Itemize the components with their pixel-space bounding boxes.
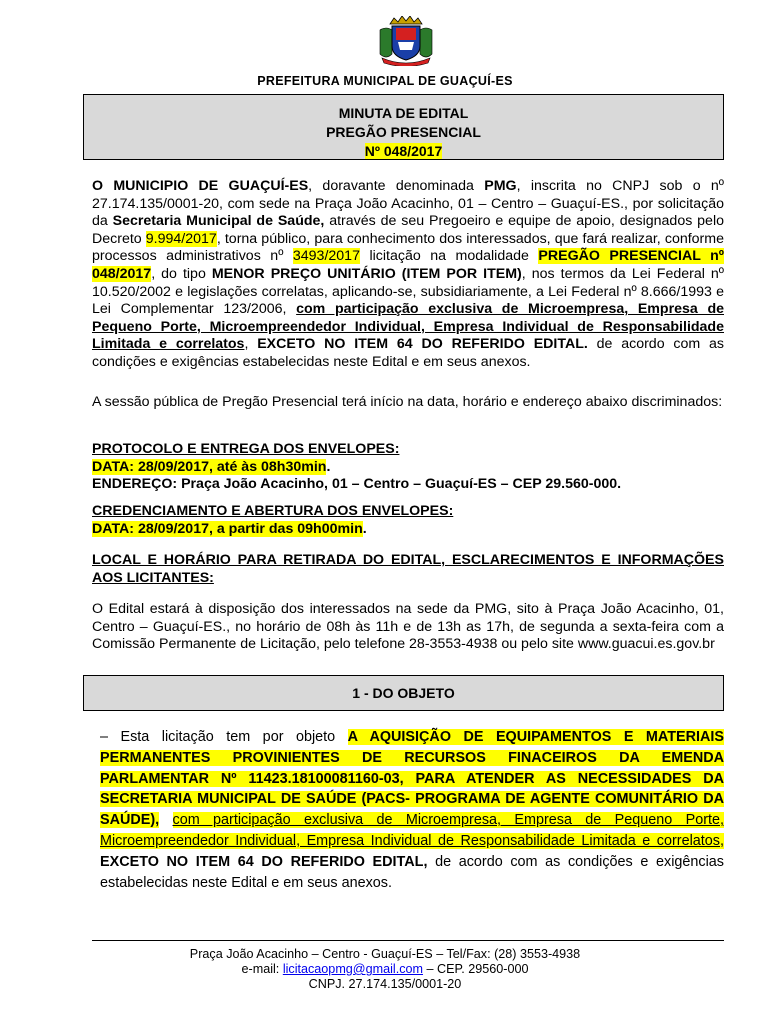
footer-cep: – CEP. 29560-000	[422, 962, 529, 976]
session-paragraph	[92, 394, 724, 412]
credenciamento-block	[92, 503, 724, 538]
local-heading: LOCAL E HORÁRIO PARA RETIRADA DO EDITAL, ESCLARECIMENTOS E INFORMAÇÕES AOS LICITANTES:	[92, 552, 724, 586]
pmg-abbrev: PMG	[484, 178, 517, 194]
section-1-title: 1 - DO OBJETO	[83, 675, 724, 711]
intro-paragraph	[92, 178, 724, 372]
objeto-participacao: com participação exclusiva de Microempresa, Empresa de Pequeno Porte, Microempreendedor Individual, Empresa Individual de Responsabilidade Limitada e correlatos,	[100, 812, 724, 849]
org-name: O MUNICIPIO DE GUAÇUÍ-ES	[92, 178, 309, 194]
decreto-number: 9.994/2017	[145, 230, 217, 247]
page-footer	[0, 947, 770, 992]
intro-text-4: , torna público, para conhecimento dos interessados, que fará realizar, conforme processos administrativos nº	[92, 230, 724, 265]
credenciamento-date: DATA: 28/09/2017, a partir das 09h00min	[92, 520, 363, 537]
credenciamento-heading: CREDENCIAMENTO E ABERTURA DOS ENVELOPES:	[92, 503, 454, 519]
participacao-exclusiva: com participação exclusiva de Microempresa, Empresa de Pequeno Porte, Microempreendedor Individual, Empresa Individual de Responsabilidade Limitada e correlatos	[92, 301, 724, 353]
footer-cnpj: CNPJ. 27.174.135/0001-20	[308, 977, 462, 991]
objeto-exceto-suffix: ,	[423, 853, 428, 870]
session-text: A sessão pública de Pregão Presencial terá início na data, horário e endereço abaixo discriminados:	[92, 394, 723, 410]
credenciamento-date-suffix: .	[362, 520, 367, 537]
page-header-title: PREFEITURA MUNICIPAL DE GUAÇUÍ-ES	[257, 74, 513, 88]
edital-title-box	[83, 94, 724, 160]
footer-address: Praça João Acacinho – Centro - Guaçuí-ES – Tel/Fax: (28) 3553-4938	[189, 947, 581, 961]
municipal-crest-icon	[376, 16, 436, 66]
footer-email-link[interactable]: licitacaopmg@gmail.com	[282, 962, 423, 976]
objeto-paragraph	[100, 727, 724, 893]
tipo-licitacao: MENOR PREÇO UNITÁRIO (ITEM POR ITEM)	[211, 265, 522, 282]
intro-text-5: licitação na modalidade	[359, 248, 539, 265]
objeto-text-2	[159, 812, 172, 828]
footer-divider	[92, 940, 724, 941]
intro-text-2: , inscrita no CNPJ sob o nº 27.174.135/0001-20, com sede na Praça João Acacinho, 01 – Centro – Guaçuí-ES., por solicitação da	[92, 178, 724, 230]
objeto-text-1: – Esta licitação tem por objeto	[100, 729, 348, 745]
local-block	[92, 552, 724, 654]
intro-text-6: , do tipo	[151, 265, 212, 282]
title-line-2: PREGÃO PRESENCIAL	[326, 124, 481, 140]
protocolo-block	[92, 441, 724, 494]
intro-text-3: através de seu Pregoeiro e equipe de apoio, designados pelo Decreto	[92, 213, 724, 247]
intro-text-9: de acordo com as condições e exigências estabelecidas neste Edital e em seus anexos.	[92, 336, 724, 370]
intro-text-8: ,	[244, 336, 258, 353]
exceto-item: EXCETO NO ITEM 64 DO REFERIDO EDITAL.	[257, 336, 588, 353]
title-line-3: Nº 048/2017	[364, 143, 443, 159]
processo-number: 3493/2017	[292, 248, 360, 265]
protocolo-date-suffix: .	[326, 458, 331, 475]
protocolo-address: ENDEREÇO: Praça João Acacinho, 01 – Centro – Guaçuí-ES – CEP 29.560-000.	[92, 476, 622, 493]
local-text: O Edital estará à disposição dos interessados na sede da PMG, sito à Praça João Acacinho, 01, Centro – Guaçuí-ES., no horário de 08h às 11h e de 13h as 17h, de segunda a sexta-feira com a Comissão Permanente de Licitação, pelo telefone 28-3553-4938 ou pelo site www.guacui.es.gov.br	[92, 601, 724, 653]
secretaria-name: Secretaria Municipal de Saúde,	[112, 213, 325, 230]
modalidade: PREGÃO PRESENCIAL nº 048/2017	[92, 248, 724, 282]
footer-email-label: e-mail:	[241, 962, 283, 976]
protocolo-date: DATA: 28/09/2017, até às 08h30min	[92, 458, 327, 475]
objeto-exceto: EXCETO NO ITEM 64 DO REFERIDO EDITAL	[100, 853, 424, 870]
objeto-text-4: de acordo com as condições e exigências estabelecidas neste Edital e em seus anexos.	[100, 853, 724, 891]
intro-text-1: , doravante denominada	[308, 178, 485, 194]
title-line-1: MINUTA DE EDITAL	[338, 105, 469, 121]
protocolo-heading: PROTOCOLO E ENTREGA DOS ENVELOPES:	[92, 441, 400, 457]
objeto-description: A AQUISIÇÃO DE EQUIPAMENTOS E MATERIAIS PERMANENTES PROVINIENTES DE RECURSOS FINACEIROS DA EMENDA PARLAMENTAR Nº 11423.18100081160-03, PARA ATENDER AS NECESSIDADES DA SECRETARIA MUNICIPAL DE SAÚDE (PACS- PROGRAMA DE AGENTE COMUNITÁRIO DA SAÚDE),	[100, 729, 724, 829]
intro-text-7: , nos termos da Lei Federal nº 10.520/2002 e legislações correlatas, aplicando-se, subsidiariamente, a Lei Federal nº 8.666/1993 e Lei Complementar 123/2006,	[92, 265, 724, 318]
